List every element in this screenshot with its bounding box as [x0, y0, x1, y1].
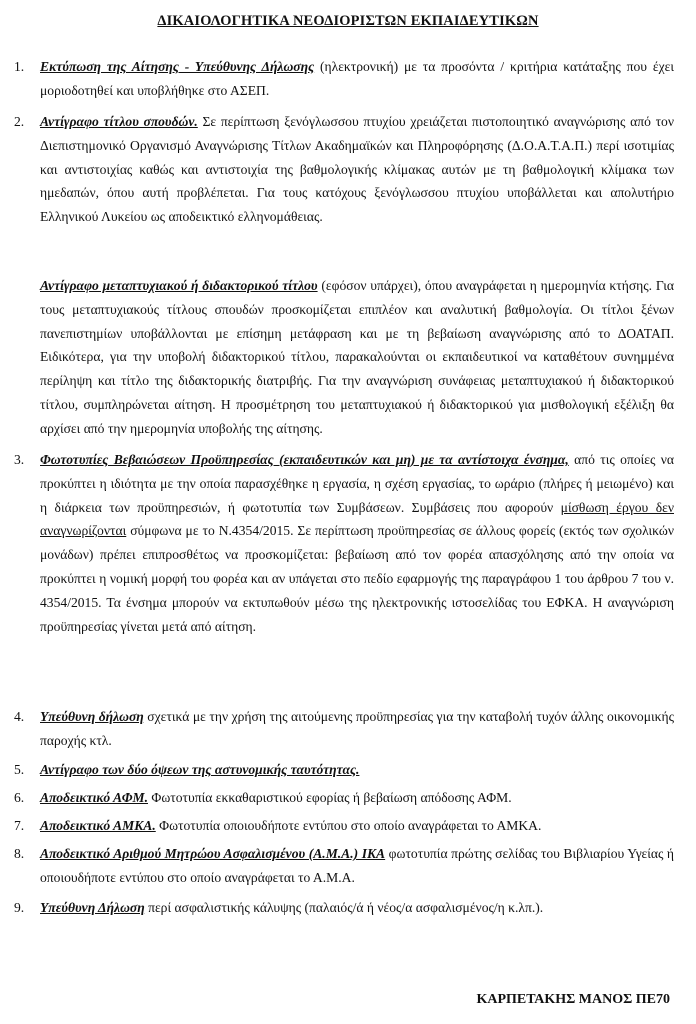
item-number: 3.	[14, 452, 25, 467]
item-text: (εφόσον υπάρχει), όπου αναγράφεται η ημερομηνία κτήσης. Για τους μεταπτυχιακούς τίτλους σπουδών προσκομίζεται επιπλέον και αναλυτική βαθμολογία. Οι τίτλοι ξένων πανεπιστημίων υποβάλλονται με επίσημη μετάφραση και με τη βεβαίωση αναγνώρισης από το ΔΟΑΤΑΠ. Ειδικότερα, για την υποβολή διδακτορικού τίτλου, παρακαλούνται οι εκπαιδευτικοί να καταθέτουν συνημμένα περίληψη και τίτλο της διδακτορικής διατριβής. Για την αναγνώριση συνάφειας μεταπτυχιακού ή διδακτορικού τίτλου, συμπληρώνεται αίτηση. Η προσμέτρηση του μεταπτυχιακού ή διδακτορικού για μισθολογική εξέλιξη θα αρχίσει από την ημερομηνία υποβολής της αίτησης.	[40, 278, 674, 436]
item-text: (ηλεκτρονική) με τα προσόντα / κριτήρια κατάταξης που έχει μοριοδοτηθεί και υποβλήθηκε στο ΑΣΕΠ.	[40, 59, 674, 98]
item-heading: Αντίγραφο των δύο όψεων της αστυνομικής ταυτότητας.	[40, 762, 360, 777]
item-text: φωτοτυπία πρώτης σελίδας του Βιβλιαρίου Υγείας ή οποιουδήποτε εντύπου στο οποίο αναγράφεται το Α.Μ.Α.	[40, 846, 675, 885]
item-text: Φωτοτυπία εκκαθαριστικού εφορίας ή βεβαίωση απόδοσης ΑΦΜ.	[148, 790, 512, 805]
item-number: 9.	[14, 900, 25, 915]
item-number: 5.	[14, 762, 25, 777]
item-number: 4.	[14, 709, 25, 724]
item-heading: Αποδεικτικό ΑΦΜ.	[40, 790, 148, 805]
item-body	[40, 814, 674, 838]
item-number: 6.	[14, 790, 25, 805]
list-subitem	[40, 274, 674, 441]
document-title: ΔΙΚΑΙΟΛΟΓΗΤΙΚΑ ΝΕΟΔΙΟΡΙΣΤΩΝ ΕΚΠΑΙΔΕΥΤΙΚΩΝ	[157, 13, 539, 29]
item-text: σχετικά με την χρήση της αιτούμενης προϋπηρεσίας για την καταβολή τυχόν άλλης οικονομικής παροχής κτλ.	[40, 709, 674, 748]
list-item	[14, 705, 674, 753]
item-body	[40, 786, 674, 810]
item-number: 7.	[14, 818, 25, 833]
item-body	[40, 896, 674, 920]
item-body	[40, 758, 674, 782]
item-underlined-text: μίσθωση έργου δεν αναγνωρίζονται	[40, 499, 674, 539]
item-heading: Υπεύθυνη δήλωση	[40, 709, 144, 724]
item-text: Σε περίπτωση ξενόγλωσσου πτυχίου χρειάζεται πιστοποιητικό αναγνώρισης από τον Διεπιστημονικό Οργανισμό Αναγνώρισης Τίτλων Ακαδημαϊκών και Πληροφόρησης (Δ.Ο.Α.Τ.Α.Π.) περί ισοτιμίας και αντιστοιχίας καθώς και αντιστοιχία της βαθμολογικής κλίμακας αυτών με τη βαθμολογική κλίμακα των ημεδαπών, όπου αυτή προβλέπεται. Για τους κατόχους ξενόγλωσσου πτυχίου υποβάλλεται και απολυτήριο Ελληνικού Λυκείου ως αποδεικτικό ελληνομάθειας.	[40, 114, 674, 225]
item-heading: Αποδεικτικό Αριθμού Μητρώου Ασφαλισμένου (Α.Μ.Α.) ΙΚΑ	[40, 846, 386, 861]
list-item	[14, 758, 674, 782]
author-signature: ΚΑΡΠΕΤΑΚΗΣ ΜΑΝΟΣ ΠΕ70	[476, 992, 670, 1008]
list-item	[14, 896, 674, 920]
list-item	[14, 55, 674, 103]
item-heading: Αποδεικτικό ΑΜΚΑ.	[40, 818, 156, 833]
item-body	[40, 448, 674, 638]
item-heading: Αντίγραφο τίτλου σπουδών.	[40, 114, 198, 129]
item-body	[40, 705, 674, 753]
list-item	[14, 448, 674, 638]
list-item	[14, 814, 674, 838]
item-text: από τις οποίες να προκύπτει η ιδιότητα με την οποία παρασχέθηκε η εργασία, η σχέση εργασίας, το ωράριο (πλήρες ή μειωμένο) και η διάρκεια των προϋπηρεσιών, ή φωτοτυπία των Συμβάσεων. Συμβάσεις που αφορούν	[40, 452, 675, 515]
list-item	[14, 110, 674, 229]
item-heading: Εκτύπωση της Αίτησης - Υπεύθυνης Δήλωσης	[40, 59, 315, 74]
item-text: περί ασφαλιστικής κάλυψης (παλαιός/ά ή νέος/α ασφαλισμένος/η κ.λπ.).	[144, 900, 544, 915]
item-heading: Φωτοτυπίες Βεβαιώσεων Προϋπηρεσίας (εκπαιδευτικών και μη) με τα αντίστοιχα ένσημα,	[40, 452, 569, 467]
item-body	[40, 55, 674, 103]
item-text: Φωτοτυπία οποιουδήποτε εντύπου στο οποίο αναγράφεται το ΑΜΚΑ.	[155, 818, 542, 833]
item-text: σύμφωνα με το Ν.4354/2015. Σε περίπτωση προϋπηρεσίας σε άλλους φορείς (εκτός των σχολικών μονάδων) πρέπει επιπροσθέτως να προσκομίζεται: βεβαίωση από τον φορέα απασχόλησης από την οποία να προκύπτει η νομική μορφή του φορέα και αν υπάγεται στο πεδίο εφαρμογής της παραγράφου 1 του άρθρου 7 του ν. 4354/2015. Τα ένσημα μπορούν να εκτυπωθούν μέσω της ηλεκτρονικής ιστοσελίδας του ΕΦΚΑ. Η αναγνώριση προϋπηρεσίας γίνεται μετά από αίτηση.	[40, 523, 674, 634]
list-item	[14, 786, 674, 810]
item-number: 2.	[14, 114, 25, 129]
item-number: 8.	[14, 846, 25, 861]
item-number: 1.	[14, 59, 25, 74]
item-heading: Υπεύθυνη Δήλωση	[40, 900, 145, 915]
item-heading: Αντίγραφο μεταπτυχιακού ή διδακτορικού τίτλου	[40, 278, 318, 293]
item-body	[40, 110, 674, 229]
list-item	[14, 842, 674, 890]
item-body	[40, 842, 674, 890]
